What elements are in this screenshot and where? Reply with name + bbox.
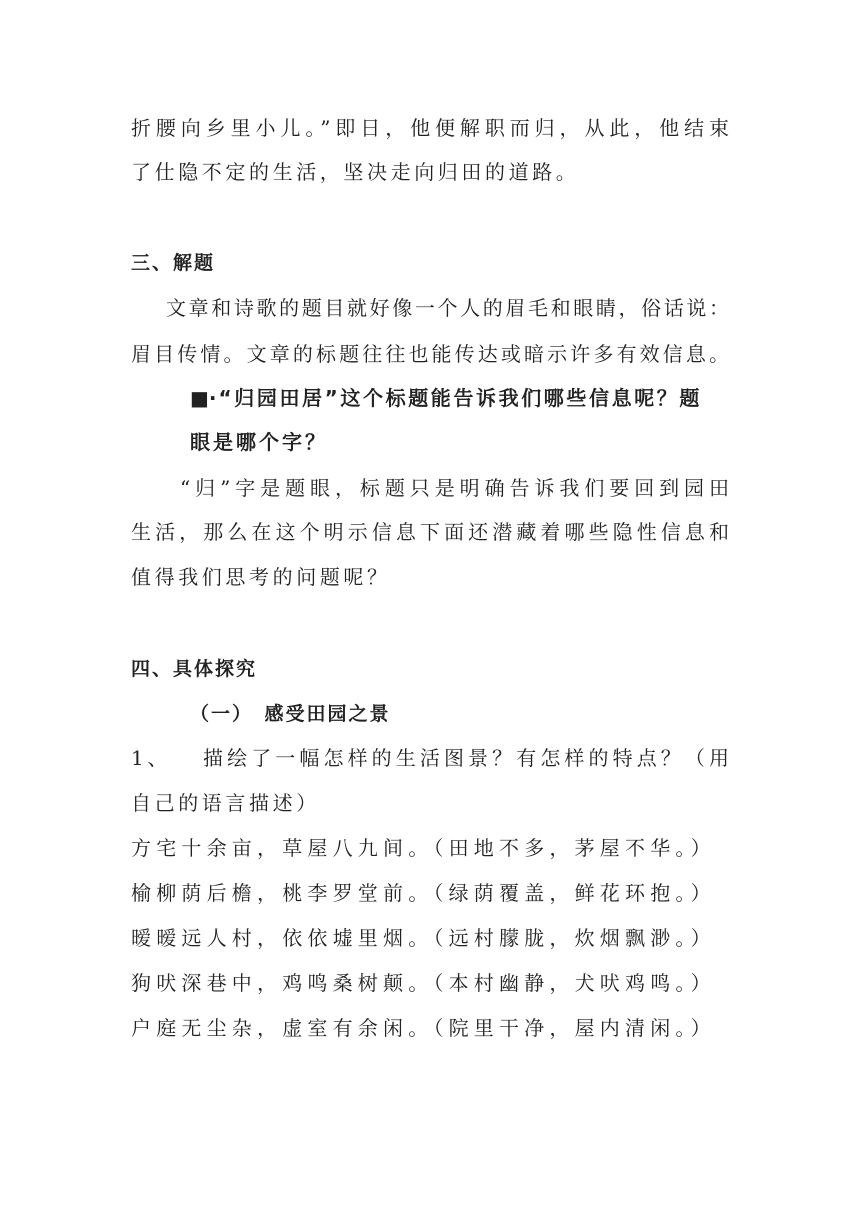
question-1-number: 1、: [131, 746, 171, 770]
answer-line-1: “归”字是题眼，标题只是明确告诉我们要回到园田: [180, 476, 729, 500]
poem-line-2: 榆柳荫后檐，桃李罗堂前。（绿荫覆盖，鲜花环抱。）: [131, 881, 716, 905]
section-4-subheading: （一） 感受田园之景: [190, 703, 391, 725]
poem-line-5: 户庭无尘杂，虚室有余闲。（院里干净，屋内清闲。）: [131, 1016, 716, 1040]
poem-line-1: 方宅十余亩，草屋八九间。（田地不多，茅屋不华。）: [131, 836, 716, 860]
question-1-line-2: 自己的语言描述）: [131, 791, 320, 815]
answer-line-3: 值得我们思考的问题呢？: [131, 565, 391, 589]
question-line-1: “归园田居”这个标题能告诉我们哪些信息呢？题: [218, 386, 702, 410]
intro-line-2: 了仕隐不定的生活，坚决走向归田的道路。: [131, 160, 580, 184]
question-block: [190, 384, 729, 412]
section-4-heading: 四、具体探究: [131, 658, 258, 680]
intro-line-1: 折腰向乡里小儿。”即日，他便解职而归，从此，他结束: [131, 116, 729, 140]
answer-line-2: 生活，那么在这个明示信息下面还潜藏着哪些隐性信息和: [131, 520, 729, 544]
poem-line-3: 暧暧远人村，依依墟里烟。（远村朦胧，炊烟飘渺。）: [131, 926, 716, 950]
section-3-paragraph-line-1: 文章和诗歌的题目就好像一个人的眉毛和眼睛，俗话说：: [166, 296, 729, 320]
section-3-heading: 三、解题: [131, 252, 216, 274]
question-line-2: 眼是哪个字？: [190, 430, 328, 454]
poem-line-4: 狗吠深巷中，鸡鸣桑树颠。（本村幽静，犬吠鸡鸣。）: [131, 971, 716, 995]
question-1-line-1: 描绘了一幅怎样的生活图景？有怎样的特点？（用: [203, 746, 729, 770]
section-3-paragraph-line-2: 眉目传情。文章的标题往往也能传达或暗示许多有效信息。: [131, 342, 729, 366]
square-bullet-icon: ■·: [190, 386, 217, 410]
